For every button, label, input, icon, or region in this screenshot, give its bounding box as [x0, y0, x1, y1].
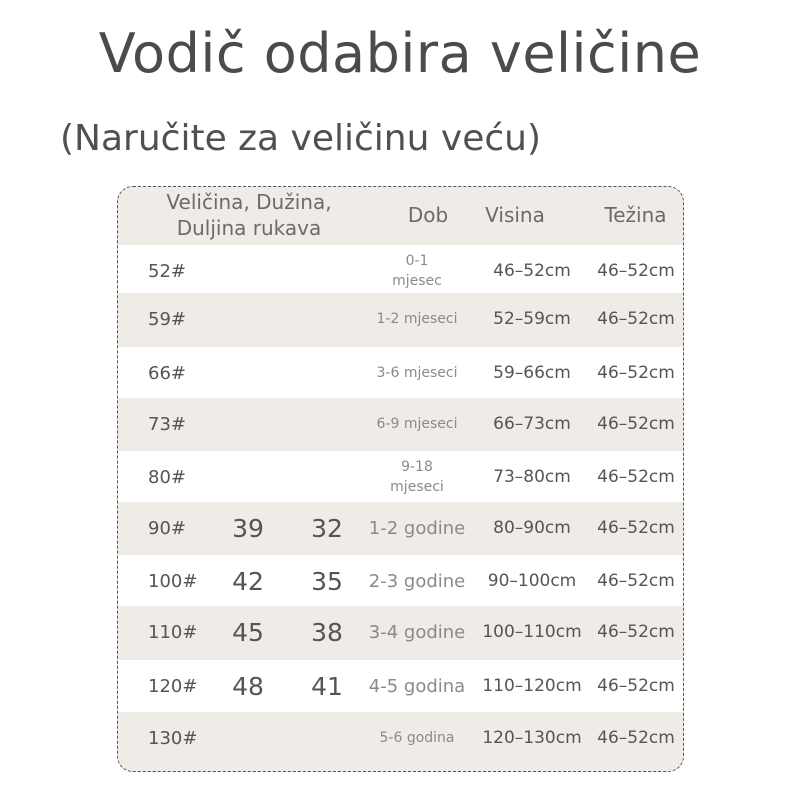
visina-cell: 59–66cm — [493, 363, 571, 383]
size-cell: 73# — [148, 413, 186, 435]
tezina-cell: 46–52cm — [597, 309, 675, 329]
dob-cell — [358, 555, 476, 607]
tezina-cell: 46–52cm — [597, 363, 675, 383]
table-row — [118, 555, 683, 607]
visina-cell: 120–130cm — [482, 728, 582, 748]
sleeve-cell: 35 — [311, 566, 343, 596]
dob-line1: 2-3 godine — [368, 570, 466, 592]
header-dob: Dob — [407, 203, 449, 227]
length-cell: 39 — [232, 513, 264, 543]
visina-cell: 46–52cm — [493, 261, 571, 281]
table-row — [118, 606, 683, 658]
header-size-line2: Duljina rukava — [176, 216, 322, 240]
sleeve-cell: 41 — [311, 671, 343, 701]
visina-cell: 80–90cm — [493, 518, 571, 538]
size-cell: 66# — [148, 362, 186, 384]
page-subtitle: (Naručite za veličinu veću) — [60, 118, 541, 159]
sleeve-cell — [296, 293, 358, 345]
tezina-cell: 46–52cm — [597, 467, 675, 487]
tezina-cell: 46–52cm — [597, 676, 675, 696]
length-cell: 42 — [232, 566, 264, 596]
dob-line1: 4-5 godina — [368, 675, 466, 697]
table-row — [118, 245, 683, 297]
dob-line1: 6-9 mjeseci — [376, 416, 458, 432]
dob-line1: 3-4 godine — [368, 621, 466, 643]
sleeve-cell: 32 — [311, 513, 343, 543]
length-cell — [218, 245, 278, 297]
size-cell: 52# — [148, 260, 186, 282]
header-size — [118, 189, 380, 241]
tezina-cell: 46–52cm — [597, 518, 675, 538]
visina-cell: 52–59cm — [493, 309, 571, 329]
size-cell: 130# — [148, 727, 198, 749]
table-row — [118, 398, 683, 450]
dob-cell — [358, 293, 476, 345]
sleeve-cell: 38 — [311, 617, 343, 647]
visina-cell: 66–73cm — [493, 414, 571, 434]
table-row — [118, 660, 683, 712]
size-cell: 100# — [148, 570, 198, 592]
dob-cell — [358, 606, 476, 658]
dob-cell — [358, 712, 476, 764]
sleeve-cell — [296, 245, 358, 297]
page-title: Vodič odabira veličine — [98, 22, 702, 85]
visina-cell: 90–100cm — [487, 571, 577, 591]
tezina-cell: 46–52cm — [597, 414, 675, 434]
dob-line1: 1-2 mjeseci — [376, 311, 458, 327]
size-cell: 90# — [148, 517, 186, 539]
dob-cell — [358, 502, 476, 554]
header-tezina: Težina — [604, 203, 667, 227]
table-row — [118, 347, 683, 399]
tezina-cell: 46–52cm — [597, 261, 675, 281]
size-table — [117, 186, 684, 772]
dob-cell — [358, 347, 476, 399]
tezina-cell: 46–52cm — [597, 571, 675, 591]
tezina-cell: 46–52cm — [597, 728, 675, 748]
dob-line2: mjesec — [392, 273, 442, 289]
sleeve-cell — [296, 398, 358, 450]
dob-cell — [358, 398, 476, 450]
length-cell — [218, 398, 278, 450]
header-visina: Visina — [485, 203, 545, 227]
visina-cell: 73–80cm — [493, 467, 571, 487]
table-row — [118, 451, 683, 503]
table-row — [118, 293, 683, 345]
dob-line1: 5-6 godina — [379, 730, 455, 746]
length-cell — [218, 451, 278, 503]
sleeve-cell — [296, 347, 358, 399]
table-row — [118, 502, 683, 554]
dob-line1: 0-1 — [405, 253, 429, 269]
dob-line1: 9-18 — [401, 459, 433, 475]
length-cell — [218, 293, 278, 345]
size-cell: 120# — [148, 675, 198, 697]
tezina-cell: 46–52cm — [597, 622, 675, 642]
table-row — [118, 712, 683, 764]
size-cell: 80# — [148, 466, 186, 488]
dob-cell — [358, 245, 476, 297]
visina-cell: 110–120cm — [482, 676, 582, 696]
length-cell — [218, 712, 278, 764]
header-size-line1: Veličina, Dužina, — [166, 190, 332, 214]
length-cell — [218, 347, 278, 399]
size-cell: 59# — [148, 308, 186, 330]
sleeve-cell — [296, 712, 358, 764]
dob-cell — [358, 451, 476, 503]
visina-cell: 100–110cm — [482, 622, 582, 642]
dob-cell — [358, 660, 476, 712]
dob-line1: 1-2 godine — [368, 517, 466, 539]
dob-line2: mjeseci — [390, 479, 444, 495]
sleeve-cell — [296, 451, 358, 503]
length-cell: 48 — [232, 671, 264, 701]
dob-line1: 3-6 mjeseci — [376, 365, 458, 381]
length-cell: 45 — [232, 617, 264, 647]
size-cell: 110# — [148, 621, 198, 643]
